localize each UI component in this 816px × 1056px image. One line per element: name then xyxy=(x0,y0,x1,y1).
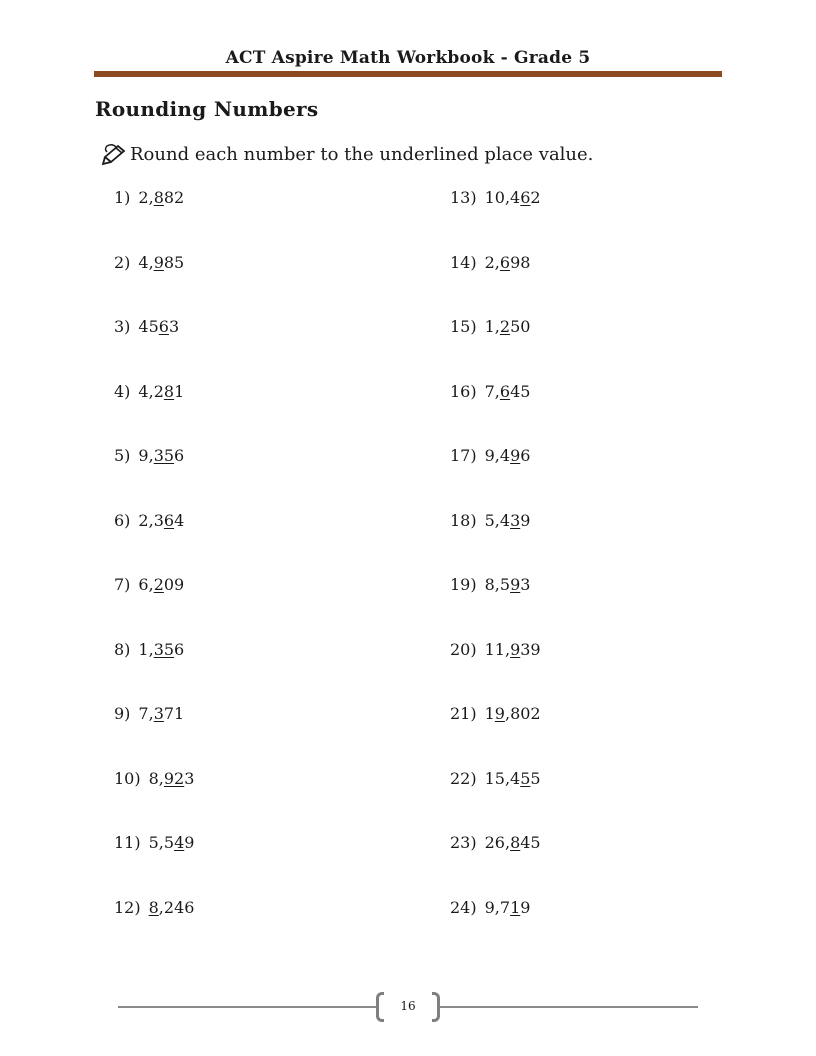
underlined-digit: 9 xyxy=(510,446,521,465)
underlined-digit: 8 xyxy=(153,188,164,207)
problem-number: 4) xyxy=(114,381,131,401)
problem-item xyxy=(450,833,541,852)
problem-value-prefix: 11, xyxy=(484,639,511,659)
problem-value-prefix: 7, xyxy=(484,381,500,401)
problem-value-suffix: 9 xyxy=(520,897,531,917)
problem-value-prefix: 7, xyxy=(138,704,154,723)
footer-bracket-left xyxy=(376,992,384,1022)
problem-value-prefix: 4,2 xyxy=(138,381,164,401)
problem-item xyxy=(114,640,184,659)
problem-value-prefix: 9, xyxy=(138,446,154,465)
pencil-icon xyxy=(102,143,128,165)
underlined-digit: 92 xyxy=(163,768,185,788)
problem-number: 22) xyxy=(450,768,477,788)
problem-value-suffix: 6 xyxy=(174,639,185,659)
problem-number: 1) xyxy=(114,188,131,207)
underlined-digit: 4 xyxy=(174,833,185,852)
underlined-digit: 35 xyxy=(153,639,175,659)
problem-item xyxy=(114,317,179,336)
problem-number: 5) xyxy=(114,446,131,465)
problem-item xyxy=(114,253,184,272)
problem-value-suffix: 85 xyxy=(163,252,185,272)
problem-value-suffix: 71 xyxy=(163,704,185,723)
problem-value-suffix: ,246 xyxy=(158,897,195,917)
problem-number: 21) xyxy=(450,704,477,723)
problem-value-suffix: 6 xyxy=(174,446,185,465)
instructions-text: Round each number to the underlined place value. xyxy=(130,143,594,165)
problem-value-prefix: 2,3 xyxy=(138,510,164,530)
underlined-digit: 6 xyxy=(499,252,511,272)
problem-value-suffix: 45 xyxy=(510,381,531,401)
underlined-digit: 6 xyxy=(163,510,175,530)
instructions xyxy=(102,143,593,165)
problem-value-suffix: 2 xyxy=(530,188,541,207)
problem-value-prefix: 45 xyxy=(138,317,159,336)
problem-number: 8) xyxy=(114,639,131,659)
section-title: Rounding Numbers xyxy=(95,97,319,121)
problem-value-prefix: 4, xyxy=(138,252,154,272)
problem-item xyxy=(450,446,530,465)
problem-number: 15) xyxy=(450,317,477,336)
problem-item xyxy=(450,640,541,659)
problem-value-prefix: 5,5 xyxy=(148,833,175,852)
problem-value-prefix: 2, xyxy=(484,252,500,272)
problem-item xyxy=(114,575,184,594)
problem-value-prefix: 1, xyxy=(138,639,154,659)
problem-value-prefix: 26, xyxy=(484,833,511,852)
problem-item xyxy=(114,511,184,530)
underlined-digit: 8 xyxy=(148,897,159,917)
problem-item xyxy=(450,704,541,723)
underlined-digit: 9 xyxy=(153,252,164,272)
underlined-digit: 1 xyxy=(510,897,521,917)
problem-value-prefix: 1, xyxy=(484,317,500,336)
underlined-digit: 3 xyxy=(153,704,164,723)
problem-item xyxy=(450,511,530,530)
problem-item xyxy=(450,382,530,401)
problem-value-prefix: 2, xyxy=(138,188,154,207)
problem-number: 24) xyxy=(450,897,477,917)
problem-value-suffix: 3 xyxy=(520,575,531,594)
problem-item xyxy=(114,188,184,207)
problem-item xyxy=(114,382,184,401)
problem-item xyxy=(450,188,541,207)
problem-number: 7) xyxy=(114,575,131,594)
problem-number: 9) xyxy=(114,704,131,723)
problem-number: 6) xyxy=(114,510,131,530)
problem-number: 14) xyxy=(450,252,477,272)
underlined-digit: 8 xyxy=(510,833,521,852)
footer-line-left xyxy=(118,1006,376,1008)
footer-line-right xyxy=(440,1006,698,1008)
problem-value-prefix: 9,4 xyxy=(484,446,511,465)
problem-value-prefix: 9,7 xyxy=(484,897,511,917)
problem-value-suffix: 4 xyxy=(174,510,185,530)
problem-value-suffix: 39 xyxy=(520,639,541,659)
problem-value-suffix: 5 xyxy=(530,768,541,788)
problem-number: 18) xyxy=(450,510,477,530)
underlined-digit: 9 xyxy=(510,575,521,594)
underlined-digit: 5 xyxy=(520,768,531,788)
problem-item xyxy=(450,575,530,594)
problem-value-suffix: 82 xyxy=(163,188,185,207)
problem-item xyxy=(450,898,530,917)
problem-item xyxy=(114,833,194,852)
problem-value-suffix: 9 xyxy=(520,510,531,530)
problem-value-prefix: 10,4 xyxy=(484,188,521,207)
problem-value-prefix: 6, xyxy=(138,575,154,594)
problem-number: 3) xyxy=(114,317,131,336)
underlined-digit: 3 xyxy=(510,510,521,530)
underlined-digit: 6 xyxy=(158,317,169,336)
problem-item xyxy=(114,769,194,788)
problem-number: 13) xyxy=(450,188,477,207)
problem-number: 19) xyxy=(450,575,477,594)
problem-value-prefix: 1 xyxy=(484,704,495,723)
problem-value-suffix: 50 xyxy=(510,317,531,336)
problem-number: 10) xyxy=(114,768,141,788)
footer-bracket-right xyxy=(432,992,440,1022)
problem-item xyxy=(114,446,184,465)
underlined-digit: 9 xyxy=(510,639,521,659)
problem-number: 2) xyxy=(114,252,131,272)
problem-value-suffix: 9 xyxy=(184,833,195,852)
problem-value-suffix: 1 xyxy=(174,381,185,401)
problem-number: 16) xyxy=(450,381,477,401)
problem-value-prefix: 5,4 xyxy=(484,510,511,530)
problem-number: 23) xyxy=(450,833,477,852)
problem-value-prefix: 8,5 xyxy=(484,575,511,594)
problem-value-suffix: 3 xyxy=(184,768,195,788)
problem-value-prefix: 15,4 xyxy=(484,768,521,788)
problem-value-suffix: 45 xyxy=(520,833,541,852)
problem-item xyxy=(450,769,541,788)
problem-number: 17) xyxy=(450,446,477,465)
workbook-title: ACT Aspire Math Workbook - Grade 5 xyxy=(225,48,591,68)
problem-value-suffix: 09 xyxy=(163,575,185,594)
underlined-digit: 8 xyxy=(163,381,175,401)
underlined-digit: 6 xyxy=(520,188,531,207)
underlined-digit: 35 xyxy=(153,446,175,465)
problem-number: 11) xyxy=(114,833,141,852)
page-number: 16 xyxy=(400,999,416,1013)
problem-value-suffix: 3 xyxy=(168,317,180,336)
problem-number: 20) xyxy=(450,639,477,659)
underlined-digit: 2 xyxy=(153,575,164,594)
problem-item xyxy=(450,317,530,336)
problem-item xyxy=(114,704,184,723)
problem-item xyxy=(450,253,530,272)
problem-value-suffix: 6 xyxy=(520,446,531,465)
underlined-digit: 6 xyxy=(499,381,511,401)
underlined-digit: 2 xyxy=(499,317,511,336)
problem-number: 12) xyxy=(114,897,141,917)
problem-value-suffix: 98 xyxy=(510,252,531,272)
problem-value-suffix: ,802 xyxy=(504,704,541,723)
underlined-digit: 9 xyxy=(494,704,505,723)
problem-item xyxy=(114,898,194,917)
header-rule xyxy=(94,71,722,77)
problem-value-prefix: 8, xyxy=(148,768,164,788)
